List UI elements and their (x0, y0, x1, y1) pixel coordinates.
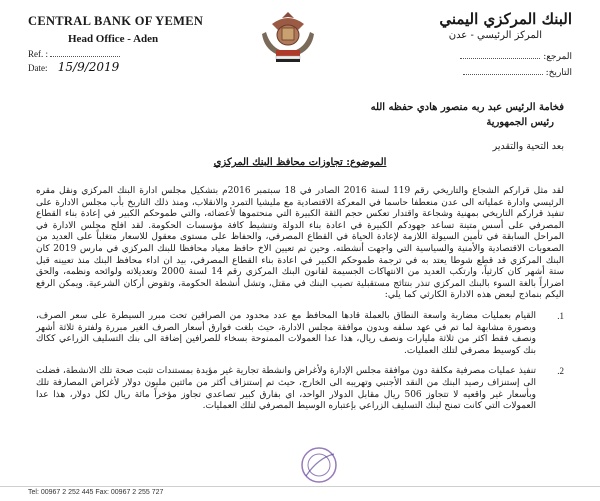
yemen-emblem-icon (258, 8, 318, 64)
item-number: 1. (557, 310, 564, 321)
addressee: فخامة الرئيس عبد ربه منصور هادي حفظه الله (370, 102, 564, 113)
contact-info: Tel: 00967 2 252 445 Fax: 00967 2 255 727 (28, 489, 164, 496)
bank-name-ar: البنك المركزي اليمني (439, 10, 572, 28)
english-heading (28, 14, 228, 45)
item-text: تنفيذ عمليات مصرفية مكلفة دون موافقة مجلس الإدارة ولأغراض وانشطة تجارية غير مؤيدة بمستندات تثبت صحة تلك الانشطة، فضلت الى إستنزاف رصيد البنك من النقد الأجنبي وتهريبه الى الخارج، حيث تم إستنزاف أكثر من مائتين مليون دولار لأغراض المصارفة تلك وبأسعار غير واقعيه لا تتجاوز 506 ريال مقابل الدولار الواحد، اي بفارق كبير تصاعدي تجاوز مؤخراً مائة ريال لكل دولار، هذا عدا العمولات التي كانت تمنح لبنك التسليف الزراعي بإعتباره الوسيط المصرفي لتلك العمليات. (36, 366, 537, 412)
office-name-ar: المركز الرئيسي - عدن (448, 30, 542, 41)
ref-label: Ref. : (28, 49, 48, 59)
footer-bar (0, 486, 600, 501)
ar-date-line (463, 66, 543, 75)
item-text: القيام بعمليات مضاربة واسعة النطاق بالعملة قادها المحافظ مع عدد محدود من الصرافين تحت مبرر السيطرة على سعر الصرف، وبصورة مشابهة لما تم في عهد سلفه وبدون موافقة مجلس الادارة، حيث بلغت فوارق أسعار الصرف الغير مبررة ولفترة ثلاثة أشهر ونصف فقط اكثر من ثلاثة مليارات ونصف ريال، هذا عدا العمولات الممنوحة بسخاء للصرافين إضافة الى بنك التسليف الزراعي ككاك بنك كوسيط مصرفي لتلك العمليات. (36, 310, 536, 356)
letter-body (36, 100, 564, 413)
letterhead (0, 0, 600, 95)
subject-text: الموضوع: تجاوزات محافظ البنك المركزي (213, 157, 387, 168)
official-stamp-icon (300, 446, 338, 484)
arabic-heading (382, 10, 572, 41)
bank-name-en: CENTRAL BANK OF YEMEN (28, 14, 204, 28)
ref-field (28, 48, 120, 59)
ar-ref-label: المرجع: (543, 52, 572, 62)
ar-date-label: التاريخ: (545, 68, 572, 78)
addressee-title: رئيس الجمهورية (486, 117, 554, 128)
date-value: 15/9/2019 (57, 60, 120, 74)
ar-date-field (463, 66, 572, 78)
ref-line (50, 48, 120, 57)
list-item (36, 311, 564, 357)
ar-ref-line (460, 50, 540, 59)
office-name-en: Head Office - Aden (68, 33, 159, 45)
date-field (28, 60, 119, 74)
intro-paragraph: لقد مثل قراركم الشجاع والتاريخي رقم 119 لسنة 2016 الصادر في 18 سبتمبر 2016م بتشكيل مجلس ادارة البنك المركزي ونقل مقره الرئيسي وادارة عملياته الى عدن منعطفا حاسما في المعركة الاقتصادية مع مليشيا التمرد والانقلاب، ومنذ ذلك التاريخ بأب مجلس الادارة على تنفيذ قراركم التاريخي بمهنية وشجاعة واقتدار تعكس حجم الثقة الكبيرة التي منحتموها لأعضائه، والتي طموحكم الكبير في إعادة بناء القطاع المصرفي على أسس متينة تساعد جهودكم الكبيرة في اعادة بناء الدولة وتنشيط كافة مؤسسات الحكومة. لقد افلح مجلس الادارة في المراحل السابقة في تأمين السيولة اللازمة لإعادة الحياة في القطاع المصرفي، والحفاظ على مستوى معقول للاسعار متغلباً على العديد من الصعوبات الاقتصادية والأمنية والسياسية التي واجهت أنشطته. وحين تم تعيين الاخ حافظ معياد محافظا للبنك المركزي في مارس 2019 كان البنك المركزي قد قطع شوطا يعتد به في ترجمة طموحكم الكبير في اعادة بناء القطاع المصرفي، بيد ان اداء محافظ البنك منذ تعيينه قبل ستة أشهر كان كارثياً، وارتكب العديد من الانتهاكات الجسيمة لقانون البنك المركزي رقم 14 لسنة 2000 وتعديلاته ولوائحه ونظمه، والحق اضراراً بالغة السوء بالبنك المركزي تنذر بنتائج مستقبلية تصيب البنك في مقتل، وتشل أنشطة الحكومة، وتقوض أركان الشرعية. ويمكن الرفع اليكم بنماذج لبعض هذه الادارة الكارثي كما يلي: (36, 186, 565, 301)
date-label: Date: (28, 63, 48, 73)
salutation: بعد التحية والتقدير (492, 141, 564, 152)
list-item (36, 366, 564, 412)
ar-ref-field (460, 50, 572, 62)
subject-line (36, 156, 564, 170)
item-number: 2. (557, 366, 564, 377)
